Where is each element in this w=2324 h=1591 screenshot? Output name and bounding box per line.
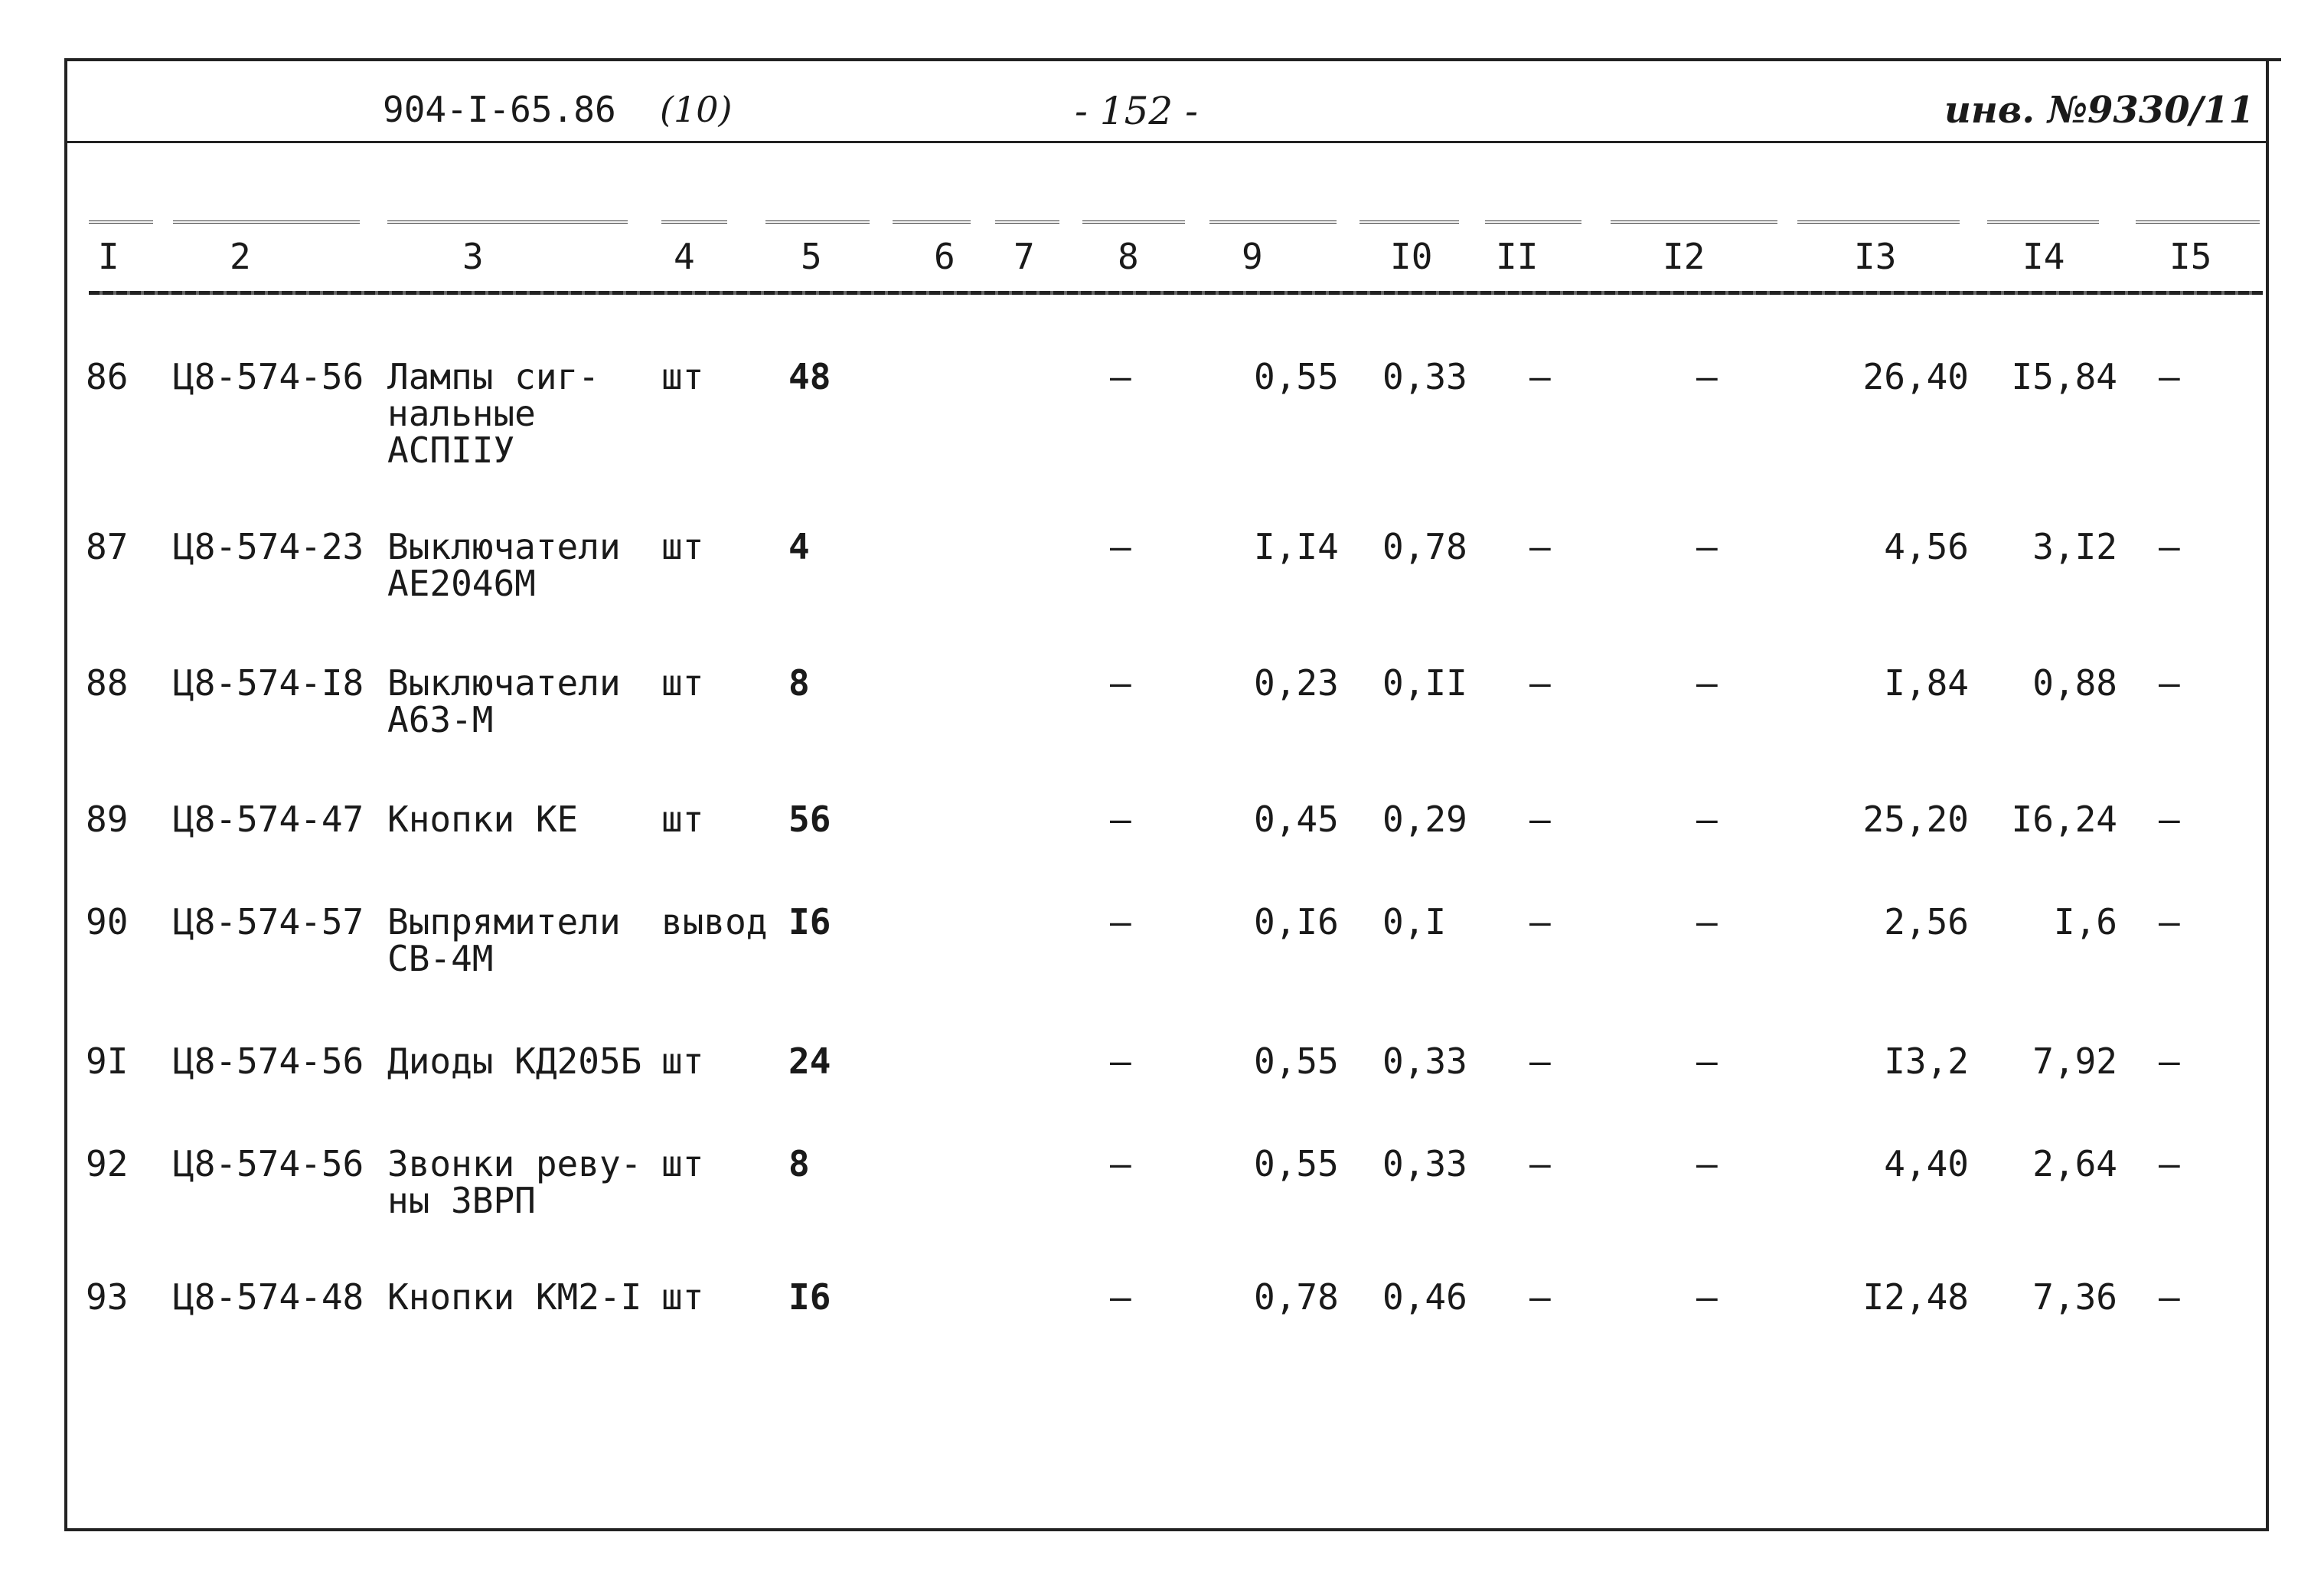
header-divider <box>67 141 2266 143</box>
col-8-value: – <box>1110 1041 1131 1082</box>
unit: шт <box>661 1276 704 1318</box>
col-11-value: – <box>1529 526 1551 567</box>
row-number: 90 <box>86 901 129 943</box>
item-name: Выключатели АЕ2046М <box>387 526 621 604</box>
col-8-value: – <box>1110 799 1131 840</box>
item-code: Ц8-574-57 <box>173 901 364 943</box>
item-code: Ц8-574-47 <box>173 799 364 840</box>
unit: шт <box>661 526 704 567</box>
quantity: I6 <box>788 901 831 943</box>
column-number: 5 <box>801 236 822 277</box>
col-15-value: – <box>2159 526 2180 567</box>
col-8-value: – <box>1110 356 1131 397</box>
col-13-value: I,84 <box>1884 662 1969 704</box>
item-code: Ц8-574-56 <box>173 1143 364 1184</box>
col-9-value: 0,I6 <box>1254 901 1339 943</box>
col-10-value: 0,33 <box>1382 1041 1467 1082</box>
col-14-value: 7,36 <box>2032 1276 2117 1318</box>
column-rule <box>1082 221 1185 224</box>
col-14-value: I,6 <box>2053 901 2117 943</box>
page-frame-left <box>64 58 67 1531</box>
col-12-value: – <box>1696 1143 1718 1184</box>
col-10-value: 0,46 <box>1382 1276 1467 1318</box>
col-10-value: 0,I <box>1382 901 1447 943</box>
item-name: Диоды КД205Б <box>387 1041 642 1082</box>
column-number: 7 <box>1013 236 1035 277</box>
item-name: Лампы сиг- нальные АСПIIУ <box>387 356 599 471</box>
quantity: 48 <box>788 356 831 397</box>
col-13-value: I2,48 <box>1862 1276 1969 1318</box>
page-frame-right <box>2266 58 2269 1531</box>
unit: шт <box>661 1143 704 1184</box>
quantity: 4 <box>788 526 810 567</box>
col-15-value: – <box>2159 356 2180 397</box>
col-12-value: – <box>1696 662 1718 704</box>
column-number: I3 <box>1854 236 1897 277</box>
column-rule <box>995 221 1059 224</box>
column-number: I <box>98 236 119 277</box>
column-rule <box>1797 221 1960 224</box>
col-10-value: 0,II <box>1382 662 1467 704</box>
col-8-value: – <box>1110 901 1131 943</box>
row-number: 93 <box>86 1276 129 1318</box>
col-14-value: I5,84 <box>2011 356 2117 397</box>
col-13-value: I3,2 <box>1884 1041 1969 1082</box>
column-number: 9 <box>1242 236 1263 277</box>
column-number: 2 <box>230 236 251 277</box>
col-14-value: 0,88 <box>2032 662 2117 704</box>
col-11-value: – <box>1529 1041 1551 1082</box>
col-15-value: – <box>2159 1143 2180 1184</box>
column-rule <box>1209 221 1337 224</box>
col-11-value: – <box>1529 799 1551 840</box>
col-13-value: 4,40 <box>1884 1143 1969 1184</box>
column-rule <box>1485 221 1581 224</box>
col-9-value: 0,45 <box>1254 799 1339 840</box>
col-11-value: – <box>1529 1276 1551 1318</box>
col-8-value: – <box>1110 526 1131 567</box>
column-number: I0 <box>1390 236 1433 277</box>
row-number: 9I <box>86 1041 129 1082</box>
item-name: Кнопки КМ2-I <box>387 1276 642 1318</box>
item-name: Выключатели А63-М <box>387 662 621 740</box>
column-rule <box>1987 221 2099 224</box>
item-name: Звонки реву- ны ЗВРП <box>387 1143 642 1221</box>
column-rule <box>1359 221 1459 224</box>
column-number: 4 <box>674 236 695 277</box>
column-rule <box>893 221 971 224</box>
inventory-number: инв. №9330/11 <box>1944 89 2254 132</box>
item-code: Ц8-574-48 <box>173 1276 364 1318</box>
col-8-value: – <box>1110 662 1131 704</box>
col-15-value: – <box>2159 1276 2180 1318</box>
col-10-value: 0,78 <box>1382 526 1467 567</box>
col-13-value: 26,40 <box>1862 356 1969 397</box>
col-8-value: – <box>1110 1276 1131 1318</box>
item-code: Ц8-574-56 <box>173 1041 364 1082</box>
item-code: Ц8-574-I8 <box>173 662 364 704</box>
col-12-value: – <box>1696 526 1718 567</box>
quantity: I6 <box>788 1276 831 1318</box>
column-number: 6 <box>934 236 955 277</box>
unit: вывод <box>661 901 768 943</box>
col-11-value: – <box>1529 356 1551 397</box>
column-number: I4 <box>2022 236 2065 277</box>
col-15-value: – <box>2159 799 2180 840</box>
col-13-value: 2,56 <box>1884 901 1969 943</box>
row-number: 92 <box>86 1143 129 1184</box>
col-14-value: 7,92 <box>2032 1041 2117 1082</box>
col-12-value: – <box>1696 1041 1718 1082</box>
col-9-value: 0,55 <box>1254 356 1339 397</box>
col-8-value: – <box>1110 1143 1131 1184</box>
col-9-value: 0,55 <box>1254 1041 1339 1082</box>
col-14-value: I6,24 <box>2011 799 2117 840</box>
page-frame-bottom <box>64 1528 2269 1531</box>
unit: шт <box>661 356 704 397</box>
page-number: - 152 - <box>1075 89 1199 133</box>
column-rule <box>173 221 360 224</box>
document-code: 904-I-65.86 <box>383 89 616 130</box>
column-number: 3 <box>462 236 484 277</box>
column-number: I2 <box>1663 236 1705 277</box>
item-name: Кнопки КЕ <box>387 799 579 840</box>
col-12-value: – <box>1696 1276 1718 1318</box>
row-number: 88 <box>86 662 129 704</box>
column-rule <box>1611 221 1777 224</box>
col-10-value: 0,29 <box>1382 799 1467 840</box>
column-rule <box>2136 221 2260 224</box>
col-13-value: 25,20 <box>1862 799 1969 840</box>
col-9-value: 0,55 <box>1254 1143 1339 1184</box>
row-number: 89 <box>86 799 129 840</box>
col-12-value: – <box>1696 799 1718 840</box>
page-frame-top <box>64 58 2281 61</box>
col-15-value: – <box>2159 1041 2180 1082</box>
quantity: 8 <box>788 662 810 704</box>
column-rule <box>661 221 727 224</box>
col-11-value: – <box>1529 662 1551 704</box>
col-15-value: – <box>2159 662 2180 704</box>
col-9-value: I,I4 <box>1254 526 1339 567</box>
column-number: II <box>1496 236 1539 277</box>
col-9-value: 0,78 <box>1254 1276 1339 1318</box>
col-11-value: – <box>1529 1143 1551 1184</box>
col-15-value: – <box>2159 901 2180 943</box>
row-number: 86 <box>86 356 129 397</box>
column-rule <box>765 221 870 224</box>
unit: шт <box>661 799 704 840</box>
column-number: 8 <box>1118 236 1139 277</box>
col-13-value: 4,56 <box>1884 526 1969 567</box>
col-14-value: 2,64 <box>2032 1143 2117 1184</box>
col-10-value: 0,33 <box>1382 356 1467 397</box>
column-number: I5 <box>2169 236 2212 277</box>
column-rule <box>387 221 628 224</box>
col-11-value: – <box>1529 901 1551 943</box>
col-10-value: 0,33 <box>1382 1143 1467 1184</box>
col-12-value: – <box>1696 356 1718 397</box>
header-underline <box>89 291 2263 295</box>
quantity: 56 <box>788 799 831 840</box>
col-9-value: 0,23 <box>1254 662 1339 704</box>
col-12-value: – <box>1696 901 1718 943</box>
item-name: Выпрямители СВ-4М <box>387 901 621 979</box>
sheet-number: (10) <box>660 89 733 130</box>
item-code: Ц8-574-23 <box>173 526 364 567</box>
unit: шт <box>661 1041 704 1082</box>
item-code: Ц8-574-56 <box>173 356 364 397</box>
col-14-value: 3,I2 <box>2032 526 2117 567</box>
unit: шт <box>661 662 704 704</box>
row-number: 87 <box>86 526 129 567</box>
column-rule <box>89 221 153 224</box>
quantity: 24 <box>788 1041 831 1082</box>
quantity: 8 <box>788 1143 810 1184</box>
